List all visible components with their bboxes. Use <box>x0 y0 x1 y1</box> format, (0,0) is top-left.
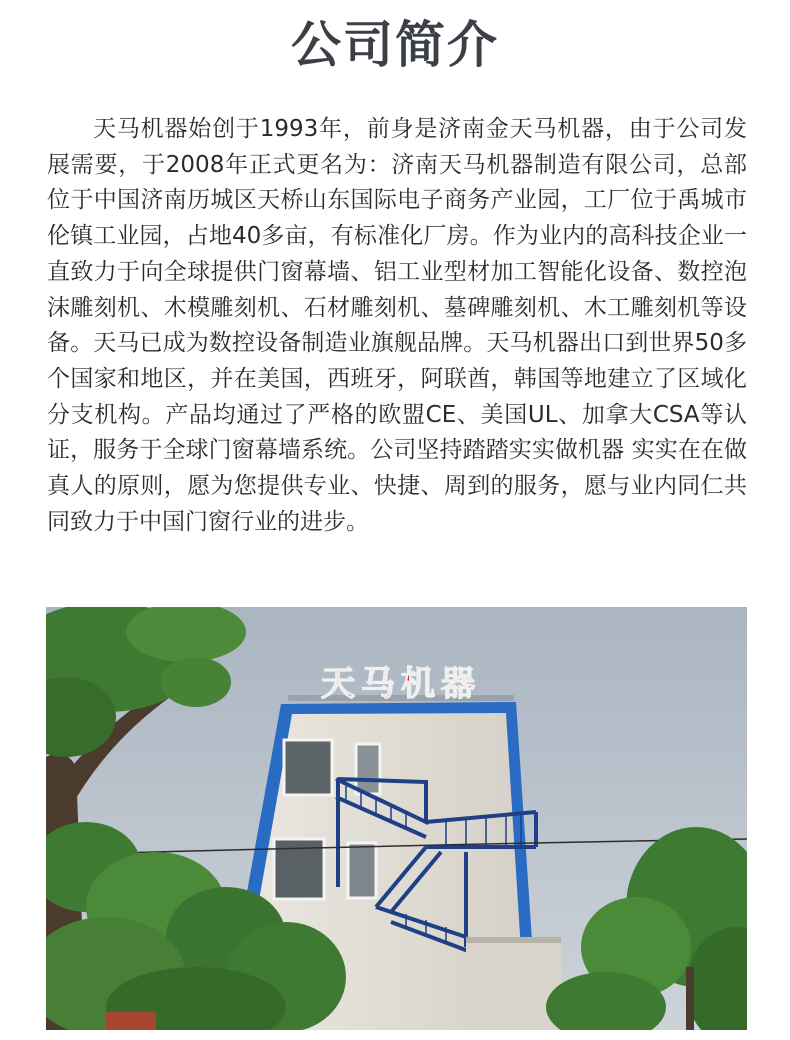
building-sign <box>288 664 514 704</box>
page-title: 公司简介 <box>291 16 499 74</box>
building-photo-illustration <box>46 607 747 1030</box>
company-intro-text: 天马机器始创于1993年，前身是济南金天马机器，由于公司发展需要，于2008年正式更名为：济南天马机器制造有限公司，总部位于中国济南历城区天桥山东国际电子商务产业园，工厂位于禹城市伦镇工业园，占地40多亩，有标准化厂房。作为业内的高科技企业一直致力于向全球提供门窗幕墙、铝工业型材加工智能化设备、数控泡沫雕刻机、木模雕刻机、石材雕刻机、墓碑雕刻机、木工雕刻机等设备。天马已成为数控设备制造业旗舰品牌。天马机器出口到世界50多个国家和地区，并在美国，西班牙，阿联酋，韩国等地建立了区域化分支机构。产品均通过了严格的欧盟CE、美国UL、加拿大CSA等认证，服务于全球门窗幕墙系统。公司坚持踏踏实实做机器 实实在在做真人的原则，愿为您提供专业、快捷、周到的服务，愿与业内同仁共同致力于中国门窗行业的进步。 <box>47 116 747 535</box>
building-sign-text: 天马机器 <box>321 664 481 704</box>
ground-object <box>106 1012 156 1030</box>
building-photo <box>46 607 747 1030</box>
